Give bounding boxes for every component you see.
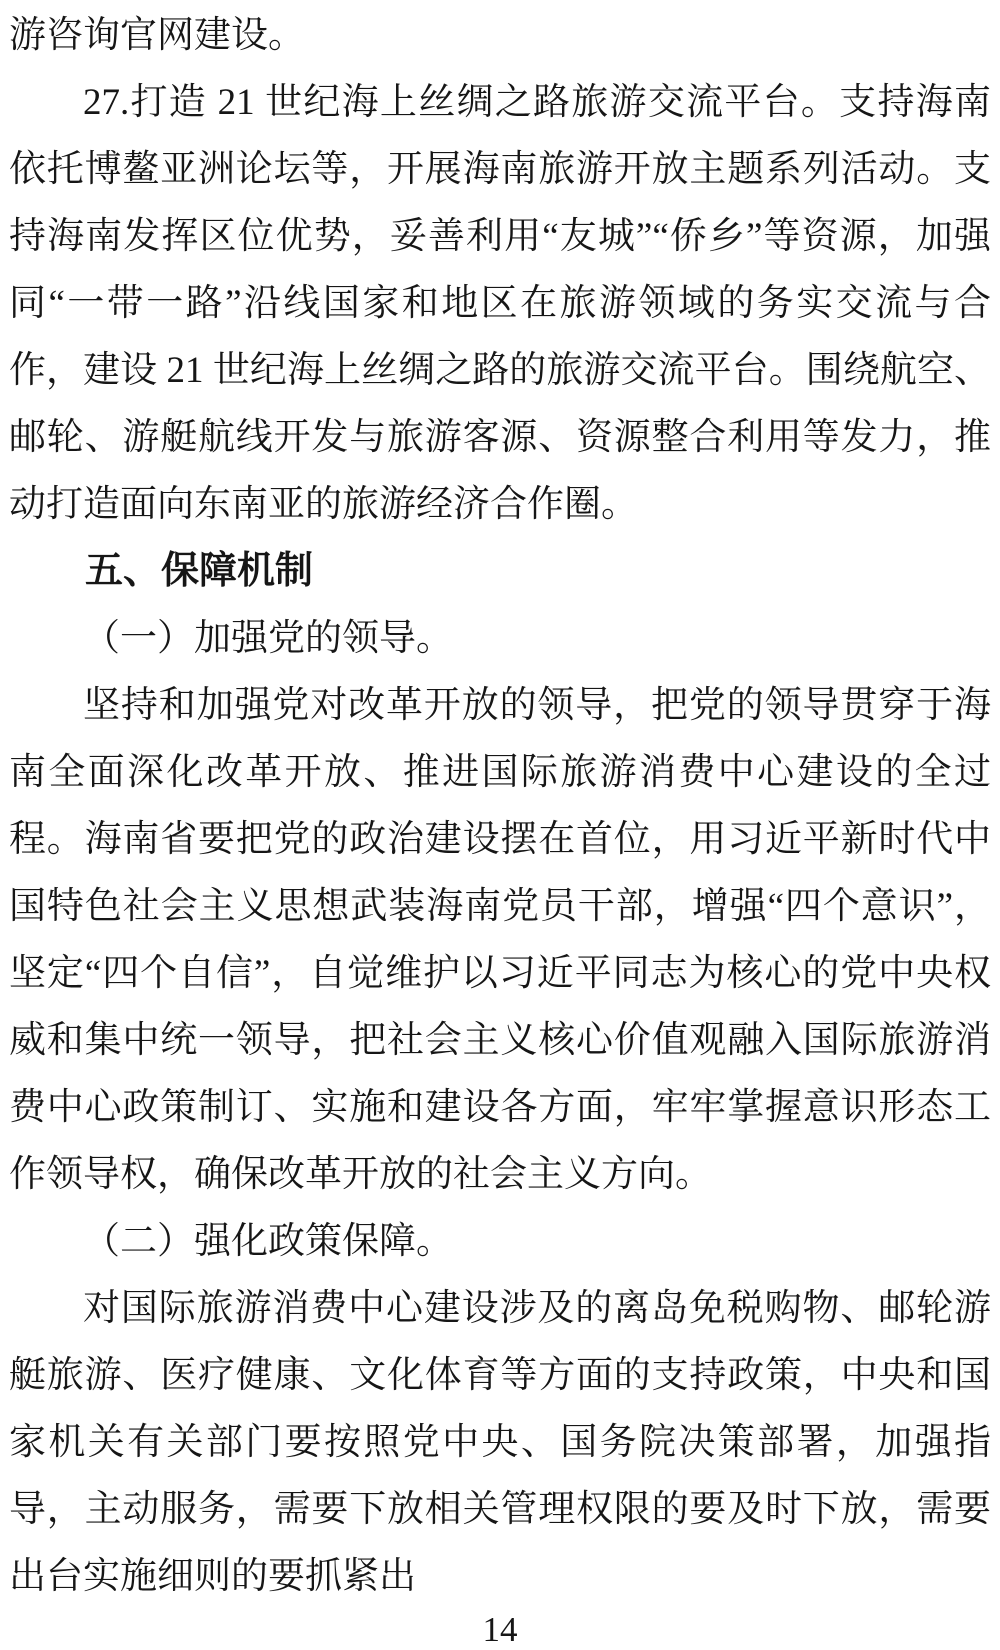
document-body [9, 2, 991, 1610]
section-heading: 五、保障机制 [85, 550, 314, 592]
subsection-heading-1: （一）加强党的领导。 [83, 618, 453, 659]
numbered-paragraph-27: 27.打造 21 世纪海上丝绸之路旅游交流平台。支持海南依托博鳌亚洲论坛等，开展海南旅游开放主题系列活动。支持海南发挥区位优势，妥善利用“友城”“侨乡”等资源，加强同“一带一路”沿线国家和地区在旅游领域的务实交流与合作，建设 21 世纪海上丝绸之路的旅游交流平台。围绕航空、邮轮、游艇航线开发与旅游客源、资源整合利用等发力，推动打造面向东南亚的旅游经济合作圈。 [9, 82, 991, 525]
body-paragraph-2: 对国际旅游消费中心建设涉及的离岛免税购物、邮轮游艇旅游、医疗健康、文化体育等方面的支持政策，中央和国家机关有关部门要按照党中央、国务院决策部署，加强指导，主动服务，需要下放相关管理权限的要及时下放，需要出台实施细则的要抓紧出 [9, 1288, 991, 1597]
subsection-heading-2: （二）强化政策保障。 [83, 1221, 453, 1262]
paragraph-continuation: 游咨询官网建设。 [9, 15, 305, 56]
page-number: 14 [482, 1610, 518, 1649]
body-paragraph-1: 坚持和加强党对改革开放的领导，把党的领导贯穿于海南全面深化改革开放、推进国际旅游消费中心建设的全过程。海南省要把党的政治建设摆在首位，用习近平新时代中国特色社会主义思想武装海南党员干部，增强“四个意识”，坚定“四个自信”，自觉维护以习近平同志为核心的党中央权威和集中统一领导，把社会主义核心价值观融入国际旅游消费中心政策制订、实施和建设各方面，牢牢掌握意识形态工作领导权，确保改革开放的社会主义方向。 [9, 685, 991, 1195]
